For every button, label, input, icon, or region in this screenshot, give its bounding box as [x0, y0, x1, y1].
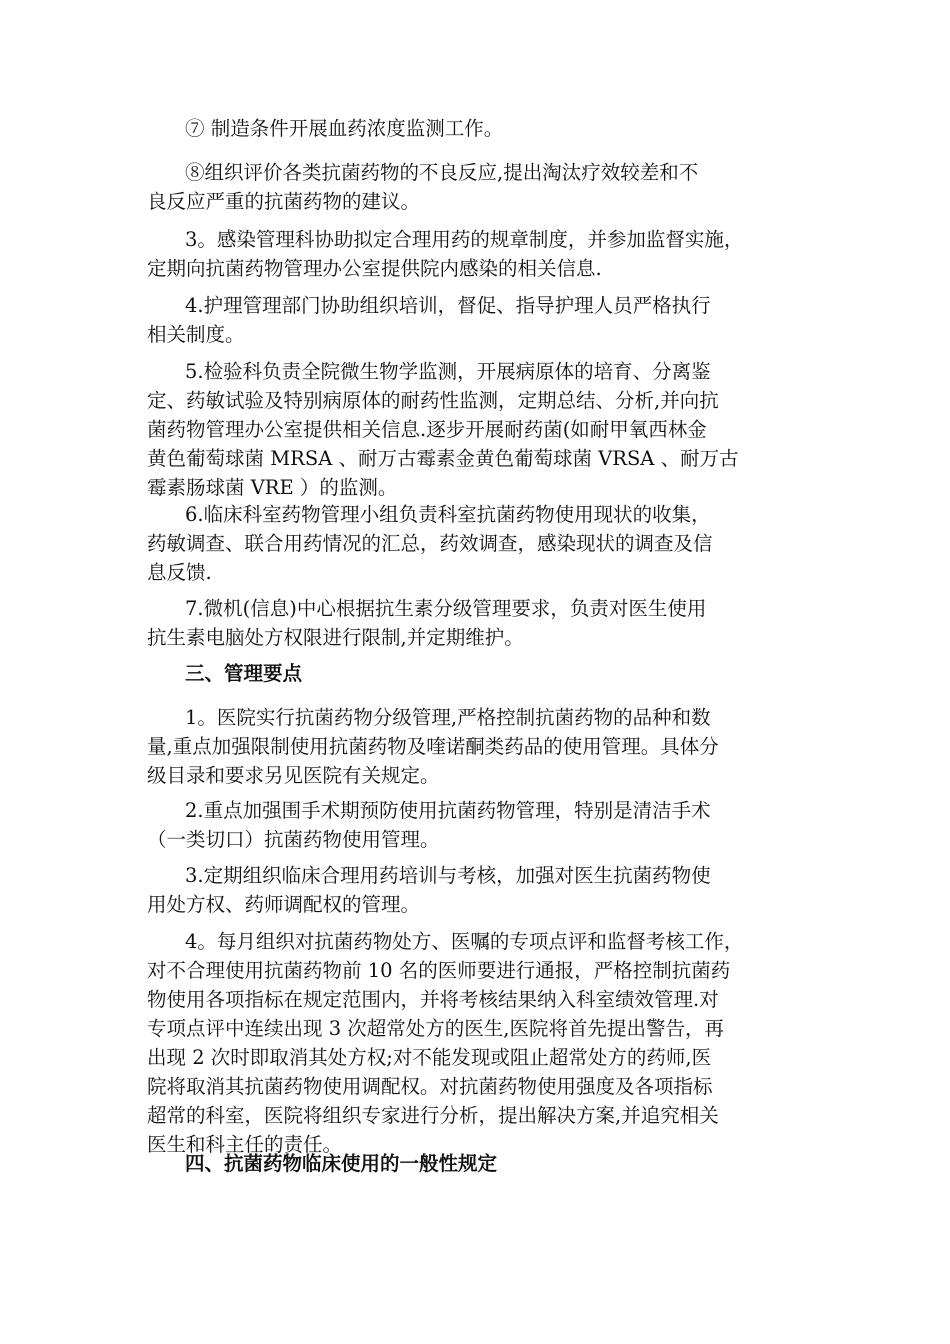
paragraph-line: 抗生素电脑处方权限进行限制,并定期维护。 — [147, 626, 524, 649]
paragraph-line: 1。医院实行抗菌药物分级管理,严格控制抗菌药物的品种和数 — [185, 706, 711, 729]
paragraph-line: 良反应严重的抗菌药物的建议。 — [147, 190, 421, 213]
paragraph-line: 量,重点加强限制使用抗菌药物及喹诺酮类药品的使用管理。具体分 — [147, 735, 719, 758]
paragraph-monthly-review — [147, 927, 807, 1159]
paragraph-line: 息反馈. — [147, 561, 212, 584]
paragraph-line: ⑧组织评价各类抗菌药物的不良反应,提出淘汰疗效较差和不 — [185, 161, 699, 184]
paragraph-line: （一类切口）抗菌药物使用管理。 — [147, 828, 440, 851]
paragraph-line: 用处方权、药师调配权的管理。 — [147, 893, 421, 916]
paragraph-clinical-departments — [147, 500, 807, 587]
paragraph-perioperative — [147, 796, 807, 854]
paragraph-line: 3.定期组织临床合理用药培训与考核，加强对医生抗菌药物使 — [185, 864, 711, 887]
paragraph-line: 霉素肠球菌 VRE ）的监测。 — [147, 476, 398, 499]
paragraph-line: 对不合理使用抗菌药物前 10 名的医师要进行通报，严格控制抗菌药 — [147, 959, 731, 982]
paragraph-line: 定期向抗菌药物管理办公室提供院内感染的相关信息. — [147, 257, 602, 280]
paragraph-line: 定、药敏试验及特别病原体的耐药性监测，定期总结、分析,并向抗 — [147, 389, 719, 412]
paragraph-nursing-management — [147, 291, 807, 349]
paragraph-line: 3。感染管理科协助拟定合理用药的规章制度，并参加监督实施， — [185, 228, 744, 251]
paragraph-infection-management — [147, 225, 807, 283]
paragraph-line: ⑦ 制造条件开展血药浓度监测工作。 — [185, 117, 504, 140]
paragraph-line: 专项点评中连续出现 3 次超常处方的医生,医院将首先提出警告，再 — [147, 1017, 725, 1040]
paragraph-line: 相关制度。 — [147, 323, 245, 346]
paragraph-laboratory — [147, 357, 807, 502]
paragraph-item-8 — [147, 158, 807, 216]
paragraph-line: 超常的科室，医院将组织专家进行分析，提出解决方案,并追究相关 — [147, 1104, 719, 1127]
paragraph-tiered-management — [147, 703, 807, 790]
paragraph-line: 出现 2 次时即取消其处方权;对不能发现或阻止超常处方的药师,医 — [147, 1046, 712, 1069]
paragraph-line: 物使用各项指标在规定范围内，并将考核结果纳入科室绩效管理.对 — [147, 988, 719, 1011]
section-heading-3: 三、管理要点 — [185, 662, 303, 685]
paragraph-line: 菌药物管理办公室提供相关信息.逐步开展耐药菌(如耐甲氧西林金 — [147, 418, 707, 441]
paragraph-line: 7.微机(信息)中心根据抗生素分级管理要求，负责对医生使用 — [185, 597, 707, 620]
section-heading-4: 四、抗菌药物临床使用的一般性规定 — [185, 1152, 498, 1175]
paragraph-line: 黄色葡萄球菌 MRSA 、耐万古霉素金黄色葡萄球菌 VRSA 、耐万古 — [147, 447, 739, 470]
paragraph-line: 4。每月组织对抗菌药物处方、医嘱的专项点评和监督考核工作， — [185, 930, 744, 953]
paragraph-line: 医生和科主任的责任。 — [147, 1133, 343, 1156]
paragraph-training — [147, 861, 807, 919]
paragraph-line: 院将取消其抗菌药物使用调配权。对抗菌药物使用强度及各项指标 — [147, 1075, 713, 1098]
paragraph-line: 5.检验科负责全院微生物学监测，开展病原体的培育、分离鉴 — [185, 360, 711, 383]
paragraph-item-7 — [147, 114, 807, 143]
paragraph-line: 6.临床科室药物管理小组负责科室抗菌药物使用现状的收集， — [185, 503, 711, 526]
paragraph-line: 4.护理管理部门协助组织培训，督促、指导护理人员严格执行 — [185, 294, 711, 317]
paragraph-line: 级目录和要求另见医院有关规定。 — [147, 764, 440, 787]
paragraph-information-center — [147, 594, 807, 652]
paragraph-line: 药敏调查、联合用药情况的汇总，药效调查，感染现状的调查及信 — [147, 532, 713, 555]
paragraph-line: 2.重点加强围手术期预防使用抗菌药物管理，特别是清洁手术 — [185, 799, 711, 822]
